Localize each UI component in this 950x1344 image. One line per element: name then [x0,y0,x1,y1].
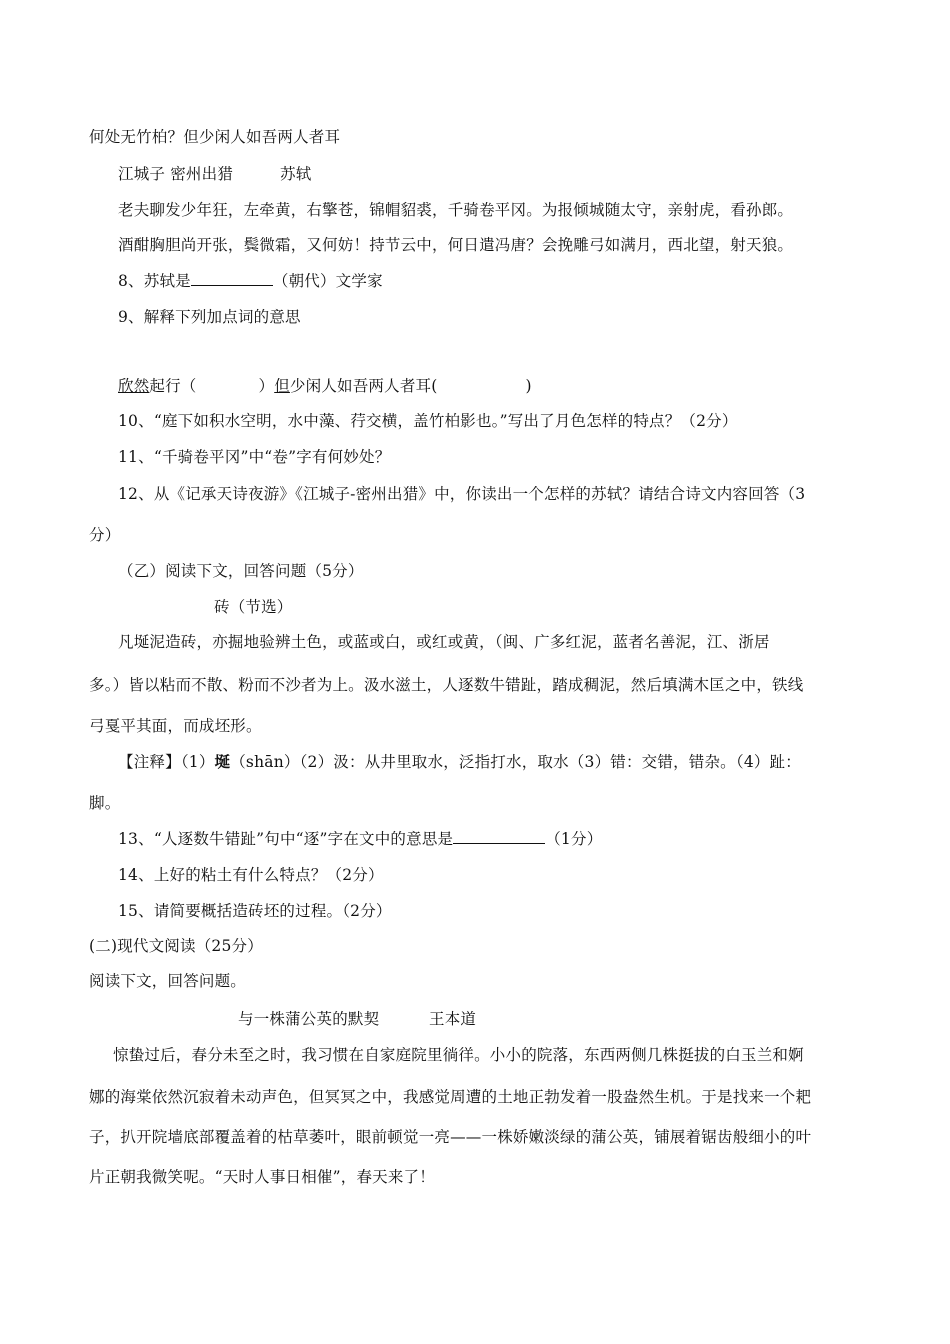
question-8 [118,271,383,291]
question-text: 13、“人逐数牛错趾”句中“逐”字在文中的意思是 [118,830,454,848]
question-text: ) [525,377,532,395]
question-text: 少闲人如吾两人者耳( [289,377,438,395]
essay-title: 与一株蒲公英的默契 [238,1010,380,1028]
poem-line: 酒酣胸胆尚开张，鬓微霜，又何妨！持节云中，何日遣冯唐？会挽雕弓如满月，西北望，射天狼。 [118,236,794,254]
section-heading: (二)现代文阅读（25分） [89,937,263,955]
annotation [118,752,801,772]
question-14: 14、上好的粘土有什么特点？（2分） [118,866,384,884]
passage-line: 弓戛平其面，而成坯形。 [89,717,262,735]
annotation-label: 【注释】 [118,753,181,771]
question-text: （朝代）文学家 [272,272,383,290]
question-9: 9、解释下列加点词的意思 [118,308,301,326]
question-15: 15、请简要概括造砖坯的过程。（2分） [118,902,392,920]
annotation-text: （1） [180,753,215,771]
essay-line: 片正朝我微笑呢。“天时人事日相催”，春天来了！ [89,1168,435,1186]
dotted-word: 欣然 [118,377,150,395]
essay-line: 娜的海棠依然沉寂着未动声色，但冥冥之中，我感觉周遭的土地正勃发着一股盎然生机。于是找来一个耙 [89,1088,812,1106]
question-text: （1分） [545,830,603,848]
question-text: 8、苏轼是 [118,272,191,290]
question-text: ） [258,377,275,395]
essay-line: 子，扒开院墙底部覆盖着的枯草萎叶，眼前顿觉一亮——一株娇嫩淡绿的蒲公英，铺展着锯齿般细小的叶 [89,1128,812,1146]
poem-author: 苏轼 [280,165,312,183]
question-13 [118,829,602,849]
essay-line: 惊蛰过后，春分未至之时，我习惯在自家庭院里徜徉。小小的院落，东西两侧几株挺拔的白玉兰和婀 [113,1046,804,1064]
question-11: 11、“千骑卷平冈”中“卷”字有何妙处？ [118,448,391,466]
passage-title: 砖（节选） [214,598,293,616]
question-text: 起行（ [149,377,197,395]
poem-line: 老夫聊发少年狂，左牵黄，右擎苍，锦帽貂裘，千骑卷平冈。为报倾城随太守，亲射虎，看孙郎。 [118,201,794,219]
dotted-word: 但 [274,377,290,395]
section-intro: 阅读下文，回答问题。 [89,972,247,990]
passage-line: 凡埏泥造砖，亦掘地验辨土色，或蓝或白，或红或黄，（闽、广多红泥，蓝者名善泥，江、浙居 [118,633,770,651]
essay-author: 王本道 [429,1010,477,1028]
answer-blank[interactable] [191,271,273,286]
text-line: 何处无竹柏？但少闲人如吾两人者耳 [89,128,341,146]
question-12: 12、从《记承天诗夜游》《江城子-密州出猎》中，你读出一个怎样的苏轼？请结合诗文内容回答（3 [118,485,806,503]
annotation-text: （shān）（2）汲：从井里取水，泛指打水，取水（3）错：交错，错杂。（4）趾： [230,753,801,771]
question-12-cont: 分） [89,526,121,544]
annotation-word: 埏 [214,752,231,771]
poem-title: 江城子 密州出猎 [118,165,234,183]
annotation-cont: 脚。 [89,794,121,812]
question-10: 10、“庭下如积水空明，水中藻、荇交横，盖竹柏影也。”写出了月色怎样的特点？（2分） [118,412,738,430]
question-9-items [118,376,532,396]
answer-blank[interactable] [453,829,545,844]
section-heading: （乙）阅读下文，回答问题（5分） [118,562,364,580]
passage-line: 多。）皆以粘而不散、粉而不沙者为上。汲水滋土，人逐数牛错趾，踏成稠泥，然后填满木匡之中，铁线 [89,676,804,694]
